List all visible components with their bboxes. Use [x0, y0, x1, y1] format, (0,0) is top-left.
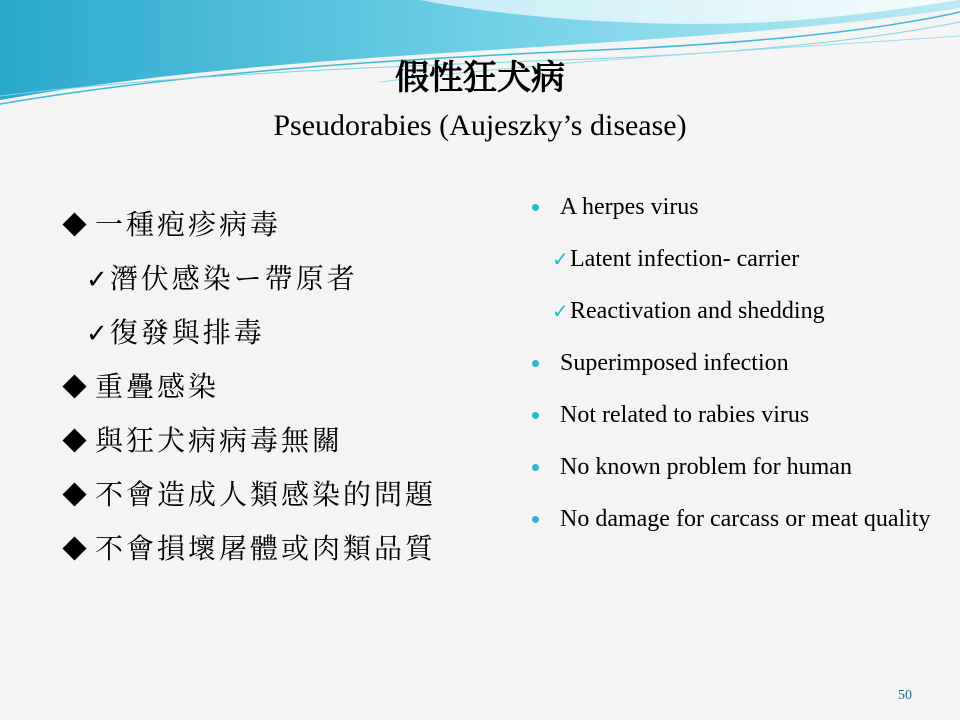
- list-item-text: Latent infection- carrier: [570, 246, 800, 272]
- dot-bullet-icon: [532, 360, 539, 367]
- diamond-bullet-icon: [62, 536, 86, 560]
- slide-title-english: Pseudorabies (Aujeszky’s disease): [273, 109, 687, 142]
- checkmark-icon: ✓: [86, 319, 108, 349]
- list-item: [528, 496, 948, 542]
- list-item-text: 潛伏感染ー帶原者: [109, 262, 358, 295]
- list-item-text: Reactivation and shedding: [570, 298, 825, 324]
- list-item-text: 復發與排毒: [109, 316, 265, 349]
- list-item-text: 不會損壞屠體或肉類品質: [95, 532, 437, 565]
- list-item-text: No damage for carcass or meat quality: [560, 506, 931, 532]
- checkmark-icon: ✓: [552, 247, 569, 271]
- list-item: [60, 522, 520, 576]
- dot-bullet-icon: [532, 204, 539, 211]
- list-item: [528, 296, 948, 326]
- checkmark-icon: ✓: [552, 299, 569, 323]
- diamond-bullet-icon: [62, 428, 86, 452]
- diamond-bullet-icon: [62, 374, 86, 398]
- list-item-text: Superimposed infection: [560, 350, 789, 376]
- list-item: [60, 198, 520, 252]
- list-item: [528, 192, 948, 222]
- english-bullet-list: [528, 192, 948, 564]
- list-item-text: No known problem for human: [560, 454, 852, 480]
- list-item-text: Not related to rabies virus: [560, 402, 810, 428]
- list-item: [528, 348, 948, 378]
- list-item: [60, 468, 520, 522]
- list-item: [60, 414, 520, 468]
- checkmark-icon: ✓: [86, 265, 108, 295]
- list-item: [60, 252, 520, 306]
- list-item: [60, 360, 520, 414]
- dot-bullet-icon: [532, 464, 539, 471]
- dot-bullet-icon: [532, 516, 539, 523]
- list-item-text: 與狂犬病病毒無關: [95, 424, 344, 457]
- slide-title-chinese: 假性狂犬病: [395, 58, 565, 98]
- diamond-bullet-icon: [62, 212, 86, 236]
- diamond-bullet-icon: [62, 482, 86, 506]
- list-item-text: A herpes virus: [560, 194, 699, 220]
- list-item: [528, 452, 948, 482]
- page-number: 50: [898, 688, 912, 703]
- chinese-bullet-list: [60, 198, 520, 576]
- dot-bullet-icon: [532, 412, 539, 419]
- list-item: [60, 306, 520, 360]
- list-item: [528, 244, 948, 274]
- list-item: [528, 400, 948, 430]
- list-item-text: 一種疱疹病毒: [95, 208, 282, 241]
- list-item-text: 不會造成人類感染的問題: [95, 478, 437, 511]
- list-item-text: 重疊感染: [95, 370, 220, 403]
